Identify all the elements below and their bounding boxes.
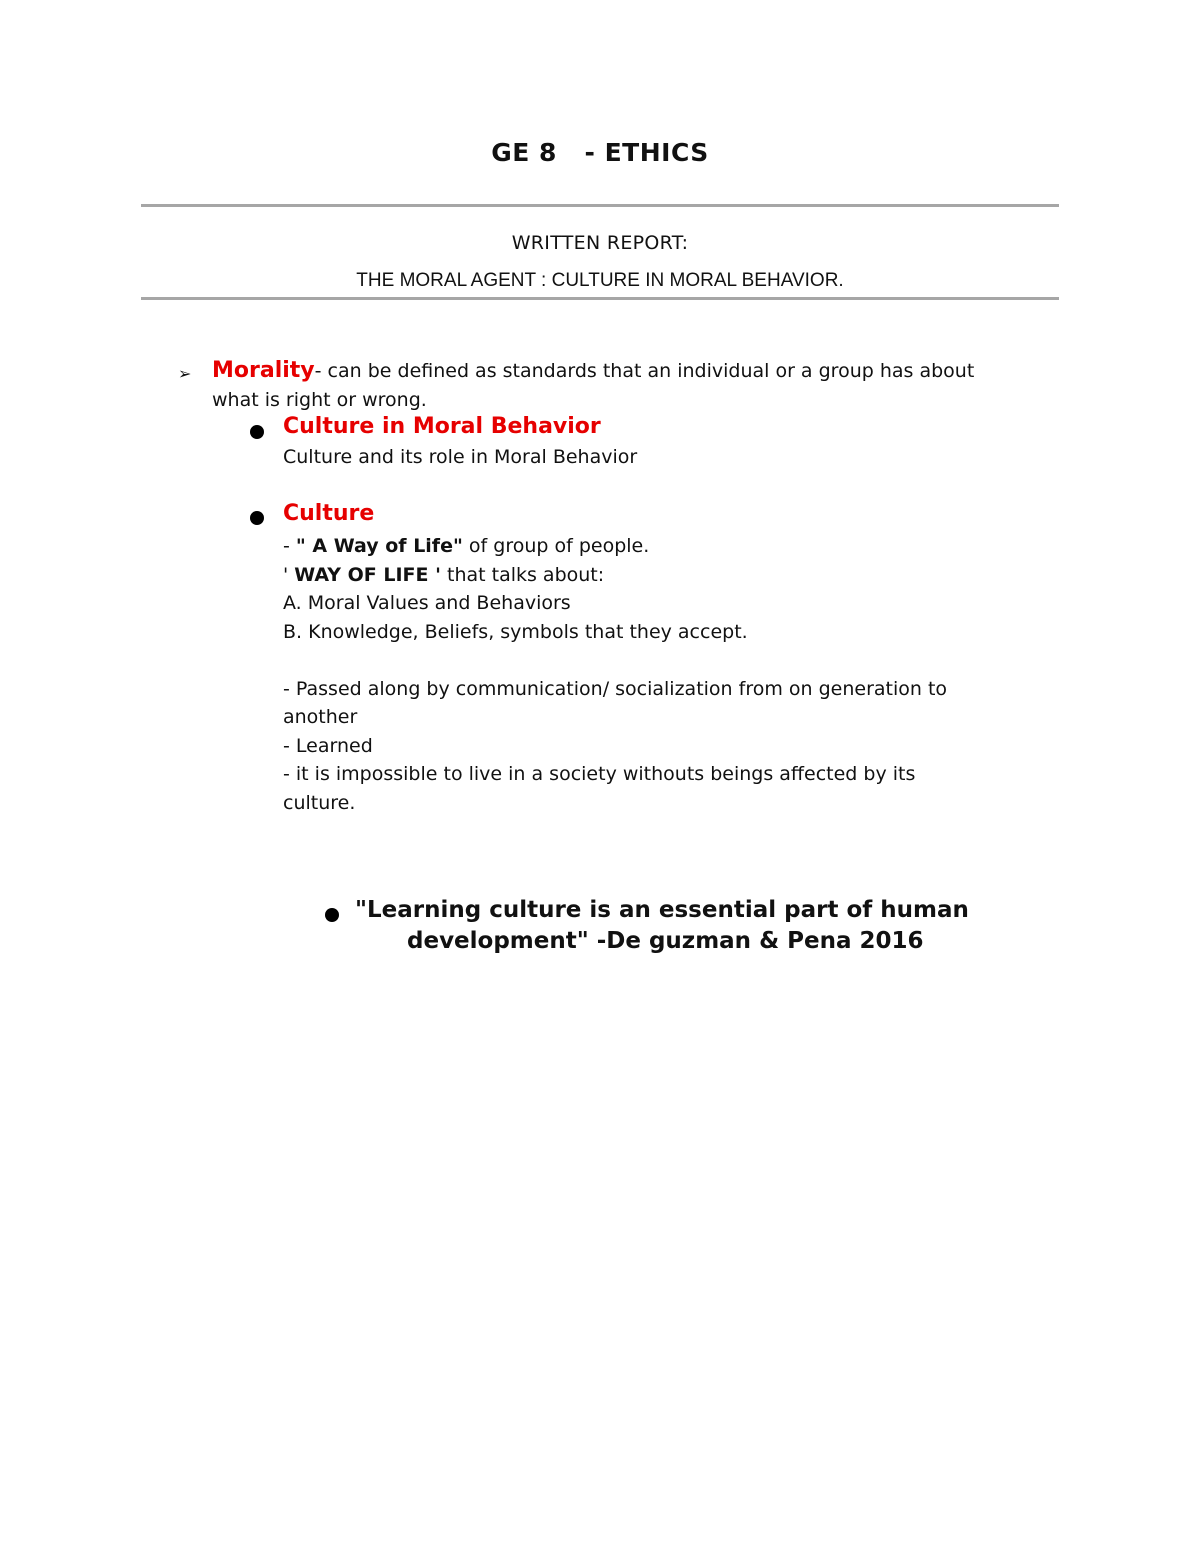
quote-line-1: "Learning culture is an essential part of human: [355, 897, 969, 923]
culture-heading: Culture: [283, 501, 375, 526]
bullet-icon: [250, 511, 264, 525]
document-title: GE 8 - ETHICS: [491, 138, 709, 167]
report-topic: THE MORAL AGENT : CULTURE IN MORAL BEHAVIOR.: [356, 270, 844, 291]
morality-term: Morality: [212, 358, 315, 383]
arrow-bullet-icon: ➢: [178, 364, 192, 383]
top-divider: [141, 204, 1059, 207]
wol-bold: WAY OF LIFE ': [294, 563, 441, 586]
bottom-divider: [141, 297, 1059, 300]
way-prefix: -: [283, 535, 296, 557]
learned: - Learned: [283, 734, 373, 757]
impossible-cont: culture.: [283, 791, 356, 814]
wol-open: ': [283, 563, 295, 586]
morality-definition-text: - can be defined as standards that an individual or a group has about: [314, 360, 975, 382]
way-of-life-quote: " A Way of Life": [295, 535, 463, 557]
quote-line-2: development" -De guzman & Pena 2016: [407, 928, 924, 954]
wol-rest: that talks about:: [440, 563, 605, 586]
bullet-icon: [250, 425, 264, 439]
passed-along: - Passed along by communication/ socialization from on generation to: [283, 677, 948, 700]
item-a: A. Moral Values and Behaviors: [283, 592, 571, 614]
culture-details: [283, 532, 1063, 817]
way-rest: of group of people.: [462, 535, 650, 557]
culture-in-moral-text: Culture and its role in Moral Behavior: [283, 446, 638, 468]
morality-definition: [212, 357, 1072, 414]
report-subtitle: WRITTEN REPORT:: [511, 232, 689, 254]
culture-in-moral-heading: Culture in Moral Behavior: [283, 414, 601, 439]
impossible: - it is impossible to live in a society withouts beings affected by its: [283, 763, 916, 785]
bullet-icon: [325, 908, 339, 922]
passed-along-cont: another: [283, 706, 358, 728]
morality-definition-cont: what is right or wrong.: [212, 388, 427, 411]
closing-quote: [355, 895, 1015, 957]
item-b: B. Knowledge, Beliefs, symbols that they accept.: [283, 620, 748, 643]
